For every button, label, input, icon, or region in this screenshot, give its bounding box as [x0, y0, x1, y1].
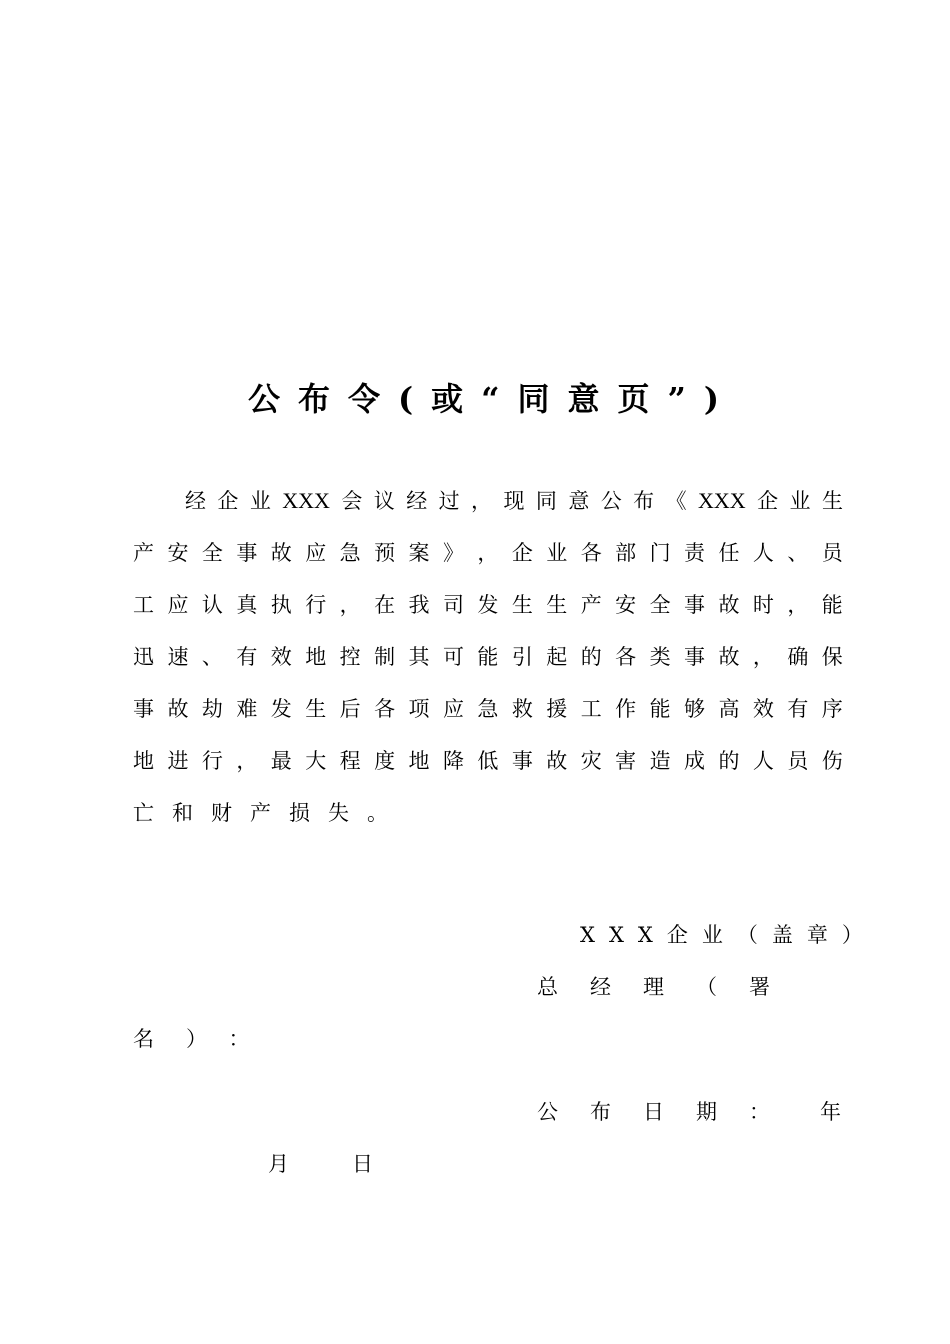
body-line-4: 迅 速 、 有 效 地 控 制 其 可 能 引 起 的 各 类 事 故 ， 确 保 — [133, 645, 843, 669]
manager-signature-line: 总经理（署 — [537, 975, 802, 999]
page-title: 公布令(或“同意页”) — [247, 380, 738, 418]
publish-date-label: 公布日期： — [537, 1100, 802, 1124]
publish-date-year: 年 — [820, 1100, 841, 1124]
body-line-1: 经 企 业 XXX 会 议 经 过 ， 现 同 意 公 布 《 XXX 企 业 生 — [185, 488, 843, 513]
company-seal-line: XXX企业（盖章） — [580, 923, 877, 947]
publish-date-day: 日 — [352, 1152, 373, 1176]
body-line-2: 产 安 全 事 故 应 急 预 案 》 ， 企 业 各 部 门 责 任 人 、 员 — [133, 541, 843, 565]
body-line-5: 事 故 劫 难 发 生 后 各 项 应 急 救 援 工 作 能 够 高 效 有 序 — [133, 697, 843, 721]
body-line-3: 工 应 认 真 执 行 ， 在 我 司 发 生 生 产 安 全 事 故 时 ， 能 — [133, 593, 843, 617]
publish-date-month: 月 — [268, 1152, 289, 1176]
body-line-6: 地 进 行 ， 最 大 程 度 地 降 低 事 故 灾 害 造 成 的 人 员 伤 — [133, 749, 843, 773]
body-line-7: 亡 和 财 产 损 失 。 — [133, 801, 388, 825]
manager-signature-continuation: 名）： — [133, 1027, 282, 1051]
